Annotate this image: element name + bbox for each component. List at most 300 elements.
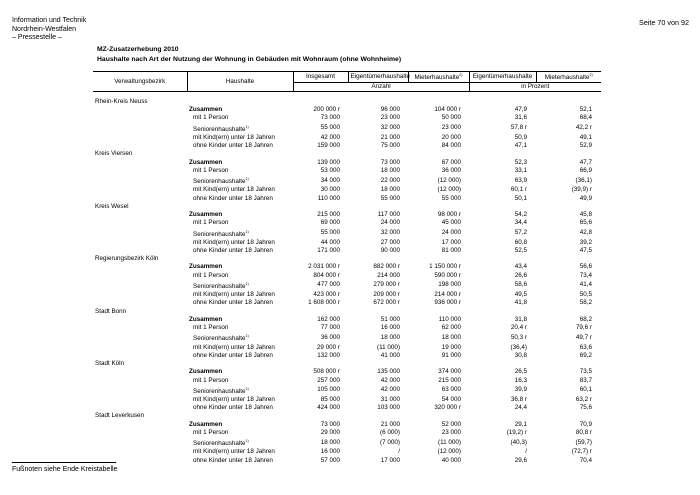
value-cell: 19 000	[441, 343, 461, 351]
value-cell: 52 000	[441, 420, 461, 428]
value-cell: 29,6	[514, 456, 527, 464]
value-cell: 60,1 r	[510, 186, 527, 194]
value-cell: 105 000	[317, 386, 340, 394]
value-cell: 47,7	[579, 158, 592, 166]
household-type-text: Zusammen	[189, 368, 223, 376]
footnote-marker: 1)	[245, 124, 249, 129]
region-name: Kreis Viersen	[95, 150, 133, 158]
value-cell: 20,4 r	[510, 324, 527, 332]
household-type-label	[187, 211, 293, 219]
value-cell: 47,5	[579, 246, 592, 254]
value-cell: 590 000 r	[434, 271, 461, 279]
empty-cell	[408, 412, 469, 420]
empty-cell	[93, 316, 187, 324]
value-cell: (19,2) r	[506, 428, 527, 436]
household-type-text: Zusammen	[189, 315, 223, 323]
value-cell: 374 000	[438, 368, 461, 376]
value-cell: 67 000	[441, 158, 461, 166]
empty-cell	[93, 396, 187, 404]
value-cell: 40 000	[441, 456, 461, 464]
household-type-label	[187, 368, 293, 376]
household-type-text: mit Kind(ern) unter 18 Jahren	[193, 238, 275, 246]
value-cell: 214 000 r	[434, 291, 461, 299]
empty-cell	[93, 377, 187, 385]
household-type-label	[187, 385, 293, 396]
value-cell: 77 000	[320, 324, 340, 332]
value-cell: 31 000	[380, 395, 400, 403]
household-type-text: ohne Kinder unter 18 Jahren	[193, 351, 273, 359]
value-cell: (40,3)	[510, 438, 527, 446]
empty-cell	[187, 308, 293, 316]
value-cell: 75,6	[579, 404, 592, 412]
empty-cell	[93, 272, 187, 280]
value-cell: 66,9	[579, 166, 592, 174]
value-cell: 24 000	[441, 229, 461, 237]
household-type-text: mit 1 Person	[193, 219, 229, 227]
empty-cell	[293, 203, 348, 211]
value-cell: 42,2 r	[575, 124, 592, 132]
value-cell: 804 000 r	[313, 271, 340, 279]
value-cell: (59,7)	[575, 438, 592, 446]
household-type-label	[187, 421, 293, 429]
empty-cell	[293, 412, 348, 420]
footnote-divider	[12, 462, 116, 463]
empty-cell	[93, 457, 187, 465]
value-cell: 84 000	[441, 142, 461, 150]
empty-cell	[408, 98, 469, 106]
value-cell: (6 000)	[380, 428, 400, 436]
household-type-text: Seniorenhaushalte	[193, 387, 246, 395]
table-row	[93, 175, 601, 186]
value-cell: 32 000	[380, 229, 400, 237]
value-cell: 51 000	[380, 315, 400, 323]
empty-cell	[93, 404, 187, 412]
empty-cell	[408, 150, 469, 158]
household-type-label	[187, 291, 293, 299]
value-cell: 63,6	[579, 343, 592, 351]
empty-cell	[408, 308, 469, 316]
table-row	[93, 280, 601, 291]
value-cell: 21 000	[380, 420, 400, 428]
value-cell: 57,2	[514, 229, 527, 237]
household-type-text: Zusammen	[189, 420, 223, 428]
value-cell: 49,5	[514, 291, 527, 299]
value-cell: 79,6 r	[575, 324, 592, 332]
household-type-label	[187, 114, 293, 122]
empty-cell	[93, 228, 187, 239]
value-cell: 42 000	[380, 376, 400, 384]
household-type-label	[187, 344, 293, 352]
value-cell: 24,4	[514, 404, 527, 412]
value-cell: 17 000	[441, 238, 461, 246]
household-type-text: Zusammen	[189, 211, 223, 219]
table-row	[93, 368, 601, 376]
value-cell: (39,9) r	[571, 186, 592, 194]
value-cell: 49,1	[579, 133, 592, 141]
value-cell: 57 000	[320, 456, 340, 464]
value-cell: 70,9	[579, 420, 592, 428]
table-row	[93, 421, 601, 429]
value-cell: 80,8 r	[575, 428, 592, 436]
empty-cell	[93, 352, 187, 360]
empty-cell	[187, 150, 293, 158]
household-type-label	[187, 186, 293, 194]
value-cell: 83,7	[579, 376, 592, 384]
value-cell: 21 000	[380, 133, 400, 141]
household-type-text: Zusammen	[189, 263, 223, 271]
empty-cell	[348, 412, 408, 420]
value-cell: 65,6	[579, 219, 592, 227]
value-cell: 42 000	[320, 133, 340, 141]
household-type-text: mit 1 Person	[193, 271, 229, 279]
value-cell: 16 000	[320, 448, 340, 456]
table-row	[93, 134, 601, 142]
table-caption: Haushalte nach Art der Nutzung der Wohnung in Gebäuden mit Wohnraum (ohne Wohnheime)	[97, 55, 402, 63]
value-cell: 39,9	[514, 386, 527, 394]
unit-prozent: in Prozent	[469, 82, 601, 92]
value-cell: 58,6	[514, 281, 527, 289]
table-row	[93, 332, 601, 343]
empty-cell	[93, 114, 187, 122]
empty-cell	[93, 448, 187, 456]
value-cell: 73,4	[579, 271, 592, 279]
household-type-label	[187, 228, 293, 239]
region-row	[93, 98, 601, 106]
empty-cell	[469, 203, 536, 211]
value-cell: 27 000	[380, 238, 400, 246]
empty-cell	[93, 332, 187, 343]
value-cell: 22 000	[380, 176, 400, 184]
value-cell: 18 000	[320, 438, 340, 446]
household-type-text: Seniorenhaushalte	[193, 125, 246, 133]
table-row	[93, 239, 601, 247]
value-cell: 63 000	[441, 386, 461, 394]
empty-cell	[469, 98, 536, 106]
value-cell: 55 000	[320, 124, 340, 132]
empty-cell	[469, 150, 536, 158]
empty-cell	[536, 255, 601, 263]
empty-cell	[93, 159, 187, 167]
value-cell: 50,1	[514, 194, 527, 202]
household-type-label	[187, 404, 293, 412]
value-cell: 882 000 r	[373, 263, 400, 271]
footnote-marker: 1)	[245, 177, 249, 182]
table-row	[93, 263, 601, 271]
value-cell: 58,2	[579, 299, 592, 307]
region-name: Rhein-Kreis Neuss	[95, 98, 148, 105]
household-type-label	[187, 332, 293, 343]
empty-cell	[469, 412, 536, 420]
value-cell: 63,9	[514, 176, 527, 184]
household-type-label	[187, 195, 293, 203]
value-cell: 209 000 r	[373, 291, 400, 299]
value-cell: 50,9	[514, 133, 527, 141]
empty-cell	[93, 186, 187, 194]
empty-cell	[93, 219, 187, 227]
empty-cell	[348, 308, 408, 316]
household-type-label	[187, 280, 293, 291]
table-row	[93, 324, 601, 332]
table-row	[93, 114, 601, 122]
empty-cell	[93, 123, 187, 134]
empty-cell	[536, 412, 601, 420]
empty-cell	[93, 385, 187, 396]
table-row	[93, 299, 601, 307]
table-row	[93, 404, 601, 412]
value-cell: 54,2	[514, 211, 527, 219]
value-cell: (11 000)	[438, 438, 461, 446]
table-row	[93, 448, 601, 456]
value-cell: 52,3	[514, 158, 527, 166]
value-cell: 69 000	[320, 219, 340, 227]
empty-cell	[348, 203, 408, 211]
empty-cell	[93, 429, 187, 437]
household-type-text: Seniorenhaushalte	[193, 230, 246, 238]
value-cell: 214 000	[377, 271, 400, 279]
value-cell: 30,8	[514, 351, 527, 359]
value-cell: 171 000	[317, 246, 340, 254]
region-name: Stadt Leverkusen	[95, 412, 145, 420]
value-cell: 103 000	[377, 404, 400, 412]
page-number: Seite 70 von 92	[639, 18, 689, 27]
value-cell: 159 000	[317, 142, 340, 150]
table-row	[93, 247, 601, 255]
value-cell: 96 000	[380, 106, 400, 114]
col-header-mieter-pct: Mieterhaushalte$^{2)}$	[536, 72, 601, 83]
value-cell: 215 000	[438, 376, 461, 384]
value-cell: 16,3	[514, 376, 527, 384]
empty-cell	[187, 255, 293, 263]
table-row	[93, 272, 601, 280]
value-cell: 47,9	[514, 106, 527, 114]
value-cell: (12 000)	[437, 176, 461, 184]
empty-cell	[93, 211, 187, 219]
table-row	[93, 457, 601, 465]
value-cell: 198 000	[438, 281, 461, 289]
household-type-label	[187, 219, 293, 227]
value-cell: 672 000 r	[373, 299, 400, 307]
publisher-block	[12, 17, 86, 43]
value-cell: 55 000	[380, 194, 400, 202]
col-header-eigentuemer: Eigentümerhaushalte	[348, 72, 408, 83]
household-type-text: Seniorenhaushalte	[193, 335, 246, 343]
value-cell: (36,1)	[575, 176, 592, 184]
value-cell: 49,7 r	[575, 333, 592, 341]
value-cell: 57,8 r	[510, 124, 527, 132]
value-cell: 31,8	[514, 315, 527, 323]
value-cell: 68,4	[579, 114, 592, 122]
household-type-label	[187, 123, 293, 134]
value-cell: 215 000	[317, 211, 340, 219]
value-cell: 26,5	[514, 368, 527, 376]
table-row	[93, 219, 601, 227]
household-type-label	[187, 396, 293, 404]
table-row	[93, 186, 601, 194]
table-row	[93, 316, 601, 324]
col-header-mieter: Mieterhaushalte$^{2)}$	[408, 72, 469, 83]
value-cell: 162 000	[317, 315, 340, 323]
value-cell: 68,2	[579, 315, 592, 323]
empty-cell	[93, 280, 187, 291]
value-cell: 1 150 000 r	[429, 263, 461, 271]
empty-cell	[187, 98, 293, 106]
region-name: Kreis Wesel	[95, 202, 129, 210]
table-row	[93, 142, 601, 150]
household-type-text: mit Kind(ern) unter 18 Jahren	[193, 448, 275, 456]
empty-cell	[93, 263, 187, 271]
value-cell: 29 000	[320, 428, 340, 436]
empty-cell	[93, 167, 187, 175]
table-title	[97, 45, 401, 64]
value-cell: 91 000	[441, 351, 461, 359]
table-row	[93, 159, 601, 167]
value-cell: 73,5	[579, 368, 592, 376]
empty-cell	[93, 291, 187, 299]
table-row	[93, 437, 601, 448]
value-cell: /	[525, 448, 527, 456]
household-type-text: Seniorenhaushalte	[193, 282, 246, 290]
value-cell: 56,6	[579, 263, 592, 271]
value-cell: 139 000	[317, 158, 340, 166]
empty-cell	[348, 360, 408, 368]
value-cell: 23 000	[380, 114, 400, 122]
publisher-line: – Pressestelle –	[12, 34, 62, 42]
household-type-text: mit Kind(ern) unter 18 Jahren	[193, 343, 275, 351]
value-cell: 1 608 000 r	[308, 299, 340, 307]
empty-cell	[536, 150, 601, 158]
value-cell: 42,8	[579, 229, 592, 237]
value-cell: 75 000	[380, 142, 400, 150]
value-cell: 47,1	[514, 142, 527, 150]
value-cell: 117 000	[377, 211, 400, 219]
value-cell: 132 000	[317, 351, 340, 359]
value-cell: 477 000	[317, 281, 340, 289]
empty-cell	[408, 360, 469, 368]
value-cell: 18 000	[380, 166, 400, 174]
value-cell: 29,1	[514, 420, 527, 428]
value-cell: 70,4	[579, 456, 592, 464]
empty-cell	[293, 255, 348, 263]
footnote-marker: 1)	[245, 334, 249, 339]
value-cell: 62 000	[441, 324, 461, 332]
empty-cell	[187, 203, 293, 211]
footnote: Fußnoten siehe Ende Kreistabelle	[12, 466, 118, 473]
value-cell: 424 000	[317, 404, 340, 412]
region-row	[93, 203, 601, 211]
empty-cell	[536, 98, 601, 106]
value-cell: 257 000	[317, 376, 340, 384]
empty-cell	[93, 247, 187, 255]
value-cell: 63,2 r	[575, 395, 592, 403]
footnote-marker: 1)	[245, 281, 249, 286]
value-cell: 69,2	[579, 351, 592, 359]
value-cell: 320 000 r	[434, 404, 461, 412]
value-cell: 31,6	[514, 114, 527, 122]
empty-cell	[93, 421, 187, 429]
household-type-label	[187, 324, 293, 332]
value-cell: 508 000 r	[313, 368, 340, 376]
household-type-text: ohne Kinder unter 18 Jahren	[193, 194, 273, 202]
value-cell: 36 000	[320, 333, 340, 341]
empty-cell	[93, 299, 187, 307]
table-row	[93, 106, 601, 114]
household-type-label	[187, 377, 293, 385]
value-cell: 73 000	[320, 114, 340, 122]
household-type-text: mit 1 Person	[193, 376, 229, 384]
table-row	[93, 291, 601, 299]
empty-cell	[408, 255, 469, 263]
table-body	[93, 92, 601, 465]
value-cell: 30 000	[320, 186, 340, 194]
publisher-line: Information und Technik	[12, 17, 87, 24]
unit-anzahl: Anzahl	[293, 82, 469, 92]
footnote-marker: 1)	[245, 439, 249, 444]
col-header-bezirk: Verwaltungsbezirk	[93, 72, 187, 92]
value-cell: 60,1	[579, 386, 592, 394]
empty-cell	[93, 324, 187, 332]
empty-cell	[187, 412, 293, 420]
value-cell: 41 000	[380, 351, 400, 359]
household-type-label	[187, 272, 293, 280]
value-cell: (7 000)	[380, 438, 400, 446]
household-type-text: mit Kind(ern) unter 18 Jahren	[193, 395, 275, 403]
household-type-text: mit 1 Person	[193, 166, 229, 174]
value-cell: 29 000 r	[316, 343, 340, 351]
value-cell: 2 031 000 r	[308, 263, 340, 271]
household-table	[93, 71, 601, 465]
household-type-text: Zusammen	[189, 106, 223, 114]
empty-cell	[348, 150, 408, 158]
value-cell: 26,6	[514, 271, 527, 279]
value-cell: 936 000 r	[434, 299, 461, 307]
value-cell: 20 000	[441, 133, 461, 141]
household-type-text: mit 1 Person	[193, 324, 229, 332]
empty-cell	[469, 308, 536, 316]
footnote-marker: 1)	[245, 229, 249, 234]
household-type-label	[187, 316, 293, 324]
table-row	[93, 352, 601, 360]
value-cell: 52,1	[579, 106, 592, 114]
value-cell: 73 000	[320, 420, 340, 428]
value-cell: 45,8	[579, 211, 592, 219]
value-cell: 135 000	[377, 368, 400, 376]
region-row	[93, 150, 601, 158]
table-row	[93, 211, 601, 219]
table-row	[93, 377, 601, 385]
household-type-label	[187, 352, 293, 360]
value-cell: 24 000	[380, 219, 400, 227]
household-type-label	[187, 239, 293, 247]
value-cell: (11 000)	[377, 343, 400, 351]
empty-cell	[469, 360, 536, 368]
region-name: Regierungsbezirk Köln	[95, 255, 159, 263]
value-cell: 81 000	[441, 246, 461, 254]
value-cell: 49,9	[579, 194, 592, 202]
value-cell: 36,8 r	[510, 395, 527, 403]
household-type-text: ohne Kinder unter 18 Jahren	[193, 404, 273, 412]
household-type-label	[187, 167, 293, 175]
empty-cell	[93, 437, 187, 448]
value-cell: 110 000	[317, 194, 340, 202]
household-type-text: mit Kind(ern) unter 18 Jahren	[193, 291, 275, 299]
region-name: Stadt Köln	[95, 360, 125, 368]
value-cell: 50 000	[441, 114, 461, 122]
value-cell: 18 000	[441, 333, 461, 341]
value-cell: 200 000 r	[313, 106, 340, 114]
value-cell: 50,5	[579, 291, 592, 299]
empty-cell	[93, 195, 187, 203]
value-cell: 60,8	[514, 238, 527, 246]
